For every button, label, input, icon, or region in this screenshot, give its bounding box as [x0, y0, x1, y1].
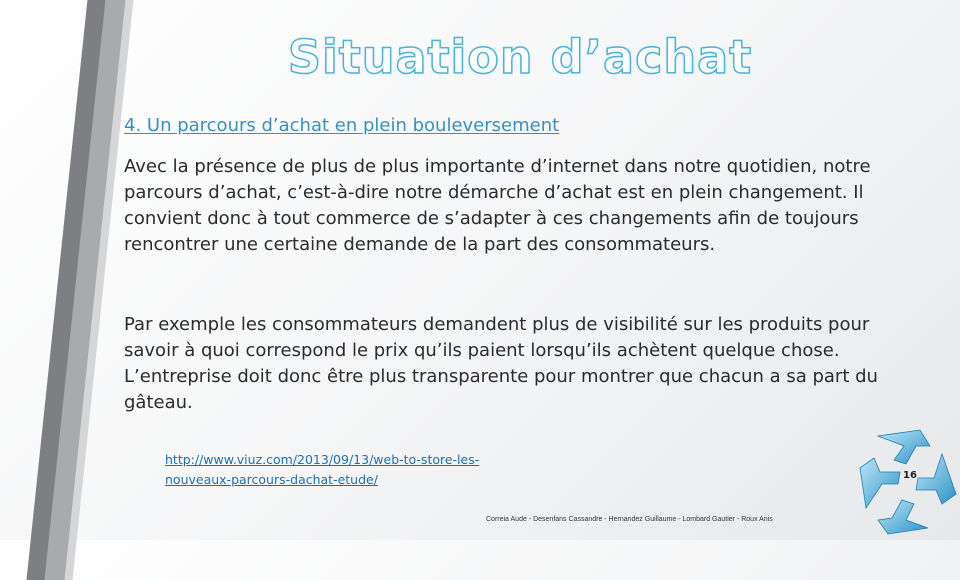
page-number: 16 [903, 470, 917, 481]
source-link[interactable]: http://www.viuz.com/2013/09/13/web-to-store-les-nouveaux-parcours-dachat-etude/ [165, 452, 480, 487]
slide-subtitle: 4. Un parcours d’achat en plein bouleversement [124, 115, 560, 136]
recycle-arrows-logo-icon [858, 424, 960, 540]
paragraph-1: Avec la présence de plus de plus importante d’internet dans notre quotidien, notre parcours d’achat, c’est-à-dire notre démarche d’achat est en plein changement. Il convient donc à tout commerce de s’adapter à ces changements afin de toujours rencontrer une certaine demande de la part des consommateurs. [124, 156, 871, 255]
authors-footer: Correia Aude - Desenfans Cassandre - Hernandez Guillaume - Lombard Gautier - Roux Anis [486, 516, 773, 523]
paragraph-2: Par exemple les consommateurs demandent plus de visibilité sur les produits pour savoir à quoi correspond le prix qu’ils paient lorsqu’ils achètent quelque chose. L’entreprise doit donc être plus transparente pour montrer que chacun a sa part du gâteau. [124, 314, 878, 413]
slide-title: Situation d’achat [287, 30, 753, 84]
